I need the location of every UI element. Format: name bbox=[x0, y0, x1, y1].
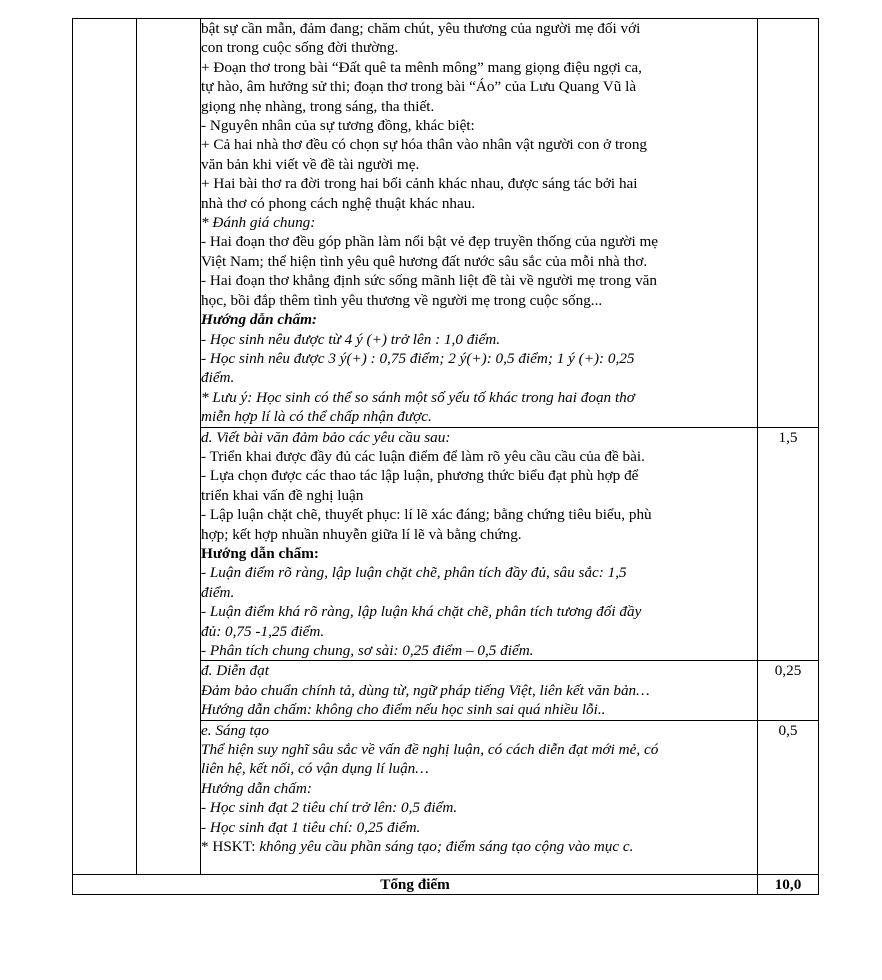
criteria-cell-e bbox=[201, 720, 758, 875]
text-line: nhà thơ có phong cách nghệ thuật khác nhau. bbox=[201, 194, 476, 212]
text-line: điểm. bbox=[201, 583, 235, 601]
text-line: văn bản khi viết về đề tài người mẹ. bbox=[201, 155, 420, 173]
scoring-table bbox=[72, 18, 819, 895]
text-line: Đảm bảo chuẩn chính tả, dùng từ, ngữ pháp tiếng Việt, liên kết văn bản… bbox=[201, 681, 650, 699]
text-line: đủ: 0,75 -1,25 điểm. bbox=[201, 622, 325, 640]
text-line: - Học sinh nêu được từ 4 ý (+) trở lên : 1,0 điểm. bbox=[201, 330, 501, 348]
criteria-cell-d bbox=[201, 427, 758, 661]
text-line: d. Viết bài văn đảm bảo các yêu cầu sau: bbox=[201, 428, 451, 446]
total-label: Tổng điểm bbox=[73, 875, 758, 895]
text-line: - Lập luận chặt chẽ, thuyết phục: lí lẽ xác đáng; bằng chứng tiêu biểu, phù bbox=[201, 506, 652, 524]
text-line: + Đoạn thơ trong bài “Đất quê ta mênh mông” mang giọng điệu ngợi ca, bbox=[201, 58, 642, 76]
score-cell: 0,25 bbox=[758, 661, 819, 720]
hskt-note bbox=[201, 837, 757, 856]
question-cell bbox=[137, 19, 201, 875]
text-line: Hướng dẫn chấm: bbox=[201, 311, 317, 329]
text-line: - Hai đoạn thơ đều góp phần làm nổi bật vẻ đẹp truyền thống của người mẹ bbox=[201, 233, 659, 251]
line-list bbox=[201, 428, 757, 661]
text-line: triển khai vấn đề nghị luận bbox=[201, 486, 364, 504]
text-line: bật sự cần mẫn, đảm đang; chăm chút, yêu thương của người mẹ đối với bbox=[201, 20, 641, 37]
text-line: - Lựa chọn được các thao tác lập luận, phương thức biểu đạt phù hợp để bbox=[201, 467, 639, 485]
text-line: điểm. bbox=[201, 369, 235, 387]
total-score: 10,0 bbox=[758, 875, 819, 895]
text-line: - Luận điểm rõ ràng, lập luận chặt chẽ, phân tích đầy đủ, sâu sắc: 1,5 bbox=[201, 564, 627, 582]
text-line: - Hai đoạn thơ khẳng định sức sống mãnh liệt đề tài về người mẹ trong văn bbox=[201, 272, 657, 290]
hskt-prefix: * HSKT: bbox=[201, 838, 260, 856]
text-line: giọng nhẹ nhàng, trong sáng, tha thiết. bbox=[201, 97, 435, 115]
text-line: * Lưu ý: Học sinh có thể so sánh một số yếu tố khác trong hai đoạn thơ bbox=[201, 388, 635, 406]
text-line: - Học sinh đạt 2 tiêu chí trở lên: 0,5 điểm. bbox=[201, 799, 458, 817]
text-line: con trong cuộc sống đời thường. bbox=[201, 39, 399, 57]
text-line: + Cả hai nhà thơ đều có chọn sự hóa thân vào nhân vật người con ở trong bbox=[201, 136, 648, 154]
score-cell bbox=[758, 19, 819, 428]
line-list bbox=[201, 19, 757, 427]
text-line: - Luận điểm khá rõ ràng, lập luận khá chặt chẽ, phân tích tương đối đầy bbox=[201, 603, 642, 621]
text-line: học, bồi đắp thêm tình yêu thương về người mẹ trong cuộc sống... bbox=[201, 291, 603, 309]
text-line: tự hào, âm hưởng sử thi; đoạn thơ trong bài “Áo” của Lưu Quang Vũ là bbox=[201, 78, 637, 96]
hskt-text: không yêu cầu phần sáng tạo; điểm sáng tạo cộng vào mục c. bbox=[259, 838, 634, 856]
score-cell: 0,5 bbox=[758, 720, 819, 875]
text-line: Hướng dẫn chấm: bbox=[201, 544, 319, 562]
text-line: đ. Diễn đạt bbox=[201, 662, 269, 680]
text-line: hợp; kết hợp nhuần nhuyễn giữa lí lẽ và bằng chứng. bbox=[201, 525, 522, 543]
text-line: + Hai bài thơ ra đời trong hai bối cảnh khác nhau, được sáng tác bởi hai bbox=[201, 175, 638, 193]
table-row bbox=[73, 19, 819, 428]
text-line: - Học sinh nêu được 3 ý(+) : 0,75 điểm; 2 ý(+): 0,5 điểm; 1 ý (+): 0,25 bbox=[201, 349, 635, 367]
criteria-cell-comparison bbox=[201, 19, 758, 428]
text-line: Việt Nam; thể hiện tình yêu quê hương đất nước sâu sắc của mỗi nhà thơ. bbox=[201, 252, 648, 270]
total-row bbox=[73, 875, 819, 895]
text-line: - Nguyên nhân của sự tương đồng, khác biệt: bbox=[201, 117, 475, 135]
text-line: liên hệ, kết nối, có vận dụng lí luận… bbox=[201, 760, 429, 778]
text-line: - Học sinh đạt 1 tiêu chí: 0,25 điểm. bbox=[201, 818, 421, 836]
text-line: miễn hợp lí là có thể chấp nhận được. bbox=[201, 408, 432, 426]
text-line: Hướng dẫn chấm: bbox=[201, 779, 312, 797]
part-cell bbox=[73, 19, 137, 875]
criteria-cell-dd bbox=[201, 661, 758, 720]
text-line: * Đánh giá chung: bbox=[201, 214, 316, 232]
text-line: - Triển khai được đầy đủ các luận điểm để làm rõ yêu cầu cầu của đề bài. bbox=[201, 447, 645, 465]
text-line: Hướng dẫn chấm: không cho điểm nếu học sinh sai quá nhiều lỗi.. bbox=[201, 701, 606, 719]
score-cell: 1,5 bbox=[758, 427, 819, 661]
text-line: Thể hiện suy nghĩ sâu sắc về vấn đề nghị luận, có cách diễn đạt mới mẻ, có bbox=[201, 741, 659, 759]
text-line: e. Sáng tạo bbox=[201, 721, 269, 739]
line-list bbox=[201, 661, 757, 719]
line-list bbox=[201, 721, 757, 837]
text-line: - Phân tích chung chung, sơ sài: 0,25 điểm – 0,5 điểm. bbox=[201, 642, 534, 659]
